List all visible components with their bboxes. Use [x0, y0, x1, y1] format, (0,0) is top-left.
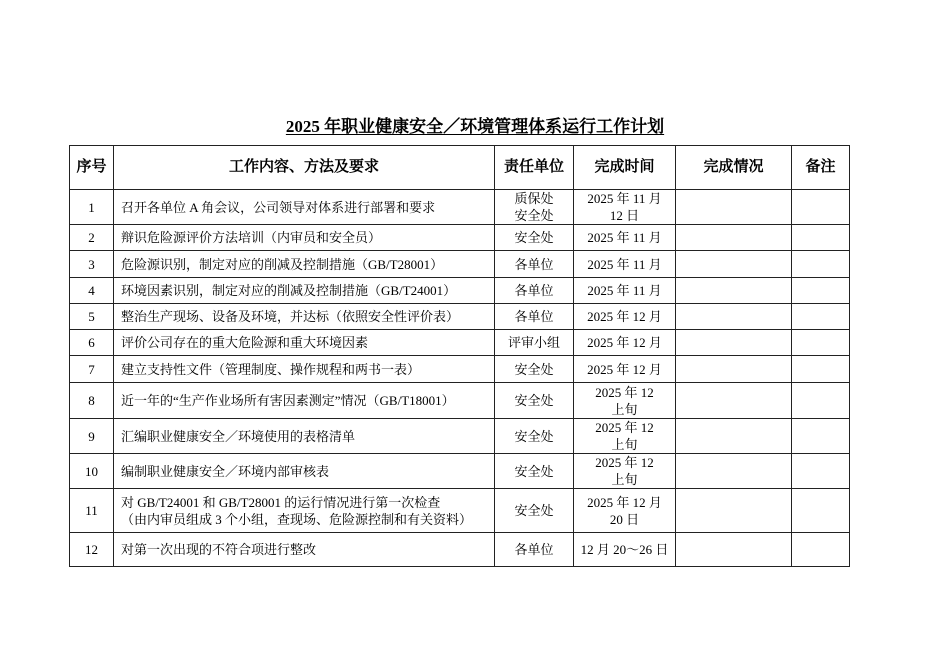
- completion-status-cell: [676, 330, 792, 356]
- completion-status-cell: [676, 419, 792, 454]
- row-number-cell: 11: [70, 489, 114, 533]
- completion-time-line: 12 日: [609, 208, 640, 223]
- completion-status-cell: [676, 454, 792, 489]
- row-number-cell: 10: [70, 454, 114, 489]
- remarks-cell: [792, 330, 850, 356]
- remarks-cell: [792, 383, 850, 419]
- department-cell: 安全处: [495, 419, 574, 454]
- row-number-cell: 1: [70, 190, 114, 225]
- completion-status-cell: [676, 278, 792, 304]
- department-line: 安全处: [514, 208, 554, 223]
- task-cell: [114, 489, 495, 533]
- completion-status-cell: [676, 356, 792, 383]
- completion-status-cell: [676, 251, 792, 278]
- table-header-row: [70, 146, 850, 190]
- header-responsible-unit: 责任单位: [495, 146, 574, 190]
- table-row: [70, 383, 850, 419]
- table-row: [70, 330, 850, 356]
- completion-time-line: 2025 年 12 月: [587, 494, 662, 510]
- task-cell: 建立支持性文件（管理制度、操作规程和两书一表）: [114, 356, 495, 383]
- completion-time-line: 2025 年 11 月: [587, 191, 662, 206]
- document-title: 2025 年职业健康安全／环境管理体系运行工作计划: [285, 117, 665, 136]
- department-cell: 安全处: [495, 356, 574, 383]
- task-cell: 对第一次出现的不符合项进行整改: [114, 533, 495, 567]
- header-serial-number: 序号: [70, 146, 114, 190]
- task-cell: 整治生产现场、设备及环境，并达标（依照安全性评价表）: [114, 304, 495, 330]
- completion-time-cell: 2025 年 12 月: [574, 304, 676, 330]
- remarks-cell: [792, 225, 850, 251]
- department-cell: 安全处: [495, 454, 574, 489]
- completion-time-cell: 2025 年 12 月: [574, 356, 676, 383]
- task-cell: 召开各单位 A 角会议，公司领导对体系进行部署和要求: [114, 190, 495, 225]
- department-cell: 各单位: [495, 278, 574, 304]
- completion-time-cell: [574, 383, 676, 419]
- table-row: [70, 533, 850, 567]
- row-number-cell: 8: [70, 383, 114, 419]
- table-row: [70, 419, 850, 454]
- task-cell: 近一年的“生产作业场所有害因素测定”情况（GB/T18001）: [114, 383, 495, 419]
- department-cell: 各单位: [495, 251, 574, 278]
- row-number-cell: 3: [70, 251, 114, 278]
- work-plan-table: [69, 145, 850, 567]
- task-cell: 环境因素识别，制定对应的削减及控制措施（GB/T24001）: [114, 278, 495, 304]
- table-row: [70, 251, 850, 278]
- row-number-cell: 6: [70, 330, 114, 356]
- header-task-content: 工作内容、方法及要求: [114, 146, 495, 190]
- table-row: [70, 278, 850, 304]
- completion-time-cell: 2025 年 11 月: [574, 225, 676, 251]
- completion-time-line: 2025 年 12: [595, 455, 654, 470]
- completion-time-cell: [574, 190, 676, 225]
- task-cell: 评价公司存在的重大危险源和重大环境因素: [114, 330, 495, 356]
- department-cell: 各单位: [495, 304, 574, 330]
- task-cell: 危险源识别，制定对应的削减及控制措施（GB/T28001）: [114, 251, 495, 278]
- table-row: [70, 304, 850, 330]
- row-number-cell: 7: [70, 356, 114, 383]
- completion-status-cell: [676, 190, 792, 225]
- completion-status-cell: [676, 225, 792, 251]
- task-cell: 编制职业健康安全／环境内部审核表: [114, 454, 495, 489]
- task-line: （由内审员组成 3 个小组，查现场、危险源控制和有关资料）: [121, 511, 473, 527]
- completion-time-cell: [574, 454, 676, 489]
- task-line: 对 GB/T24001 和 GB/T28001 的运行情况进行第一次检查: [121, 494, 441, 510]
- department-line: 质保处: [514, 191, 554, 206]
- header-remarks: 备注: [792, 146, 850, 190]
- remarks-cell: [792, 533, 850, 567]
- row-number-cell: 5: [70, 304, 114, 330]
- completion-status-cell: [676, 383, 792, 419]
- department-cell: 安全处: [495, 225, 574, 251]
- remarks-cell: [792, 278, 850, 304]
- department-cell: 安全处: [495, 489, 574, 533]
- completion-time-line: 上旬: [611, 401, 638, 417]
- table-row: [70, 356, 850, 383]
- completion-time-line: 上旬: [611, 472, 638, 487]
- remarks-cell: [792, 251, 850, 278]
- row-number-cell: 4: [70, 278, 114, 304]
- department-cell: 各单位: [495, 533, 574, 567]
- row-number-cell: 2: [70, 225, 114, 251]
- table-row: [70, 190, 850, 225]
- completion-status-cell: [676, 304, 792, 330]
- remarks-cell: [792, 190, 850, 225]
- task-cell: 辩识危险源评价方法培训（内审员和安全员）: [114, 225, 495, 251]
- completion-time-cell: 12 月 20～26 日: [574, 533, 676, 567]
- department-cell: 评审小组: [495, 330, 574, 356]
- completion-status-cell: [676, 489, 792, 533]
- remarks-cell: [792, 454, 850, 489]
- completion-time-line: 20 日: [609, 511, 640, 527]
- completion-time-cell: 2025 年 12 月: [574, 330, 676, 356]
- department-cell: [495, 190, 574, 225]
- row-number-cell: 9: [70, 419, 114, 454]
- remarks-cell: [792, 304, 850, 330]
- table-row: [70, 489, 850, 533]
- header-completion-time: 完成时间: [574, 146, 676, 190]
- completion-time-line: 上旬: [611, 437, 638, 452]
- department-cell: 安全处: [495, 383, 574, 419]
- completion-time-cell: [574, 489, 676, 533]
- completion-time-cell: 2025 年 11 月: [574, 251, 676, 278]
- completion-time-cell: [574, 419, 676, 454]
- completion-time-cell: 2025 年 11 月: [574, 278, 676, 304]
- completion-time-line: 2025 年 12: [595, 420, 654, 435]
- remarks-cell: [792, 356, 850, 383]
- header-completion-status: 完成情况: [676, 146, 792, 190]
- remarks-cell: [792, 419, 850, 454]
- completion-status-cell: [676, 533, 792, 567]
- table-row: [70, 454, 850, 489]
- remarks-cell: [792, 489, 850, 533]
- task-cell: 汇编职业健康安全／环境使用的表格清单: [114, 419, 495, 454]
- completion-time-line: 2025 年 12: [595, 384, 654, 400]
- table-row: [70, 225, 850, 251]
- row-number-cell: 12: [70, 533, 114, 567]
